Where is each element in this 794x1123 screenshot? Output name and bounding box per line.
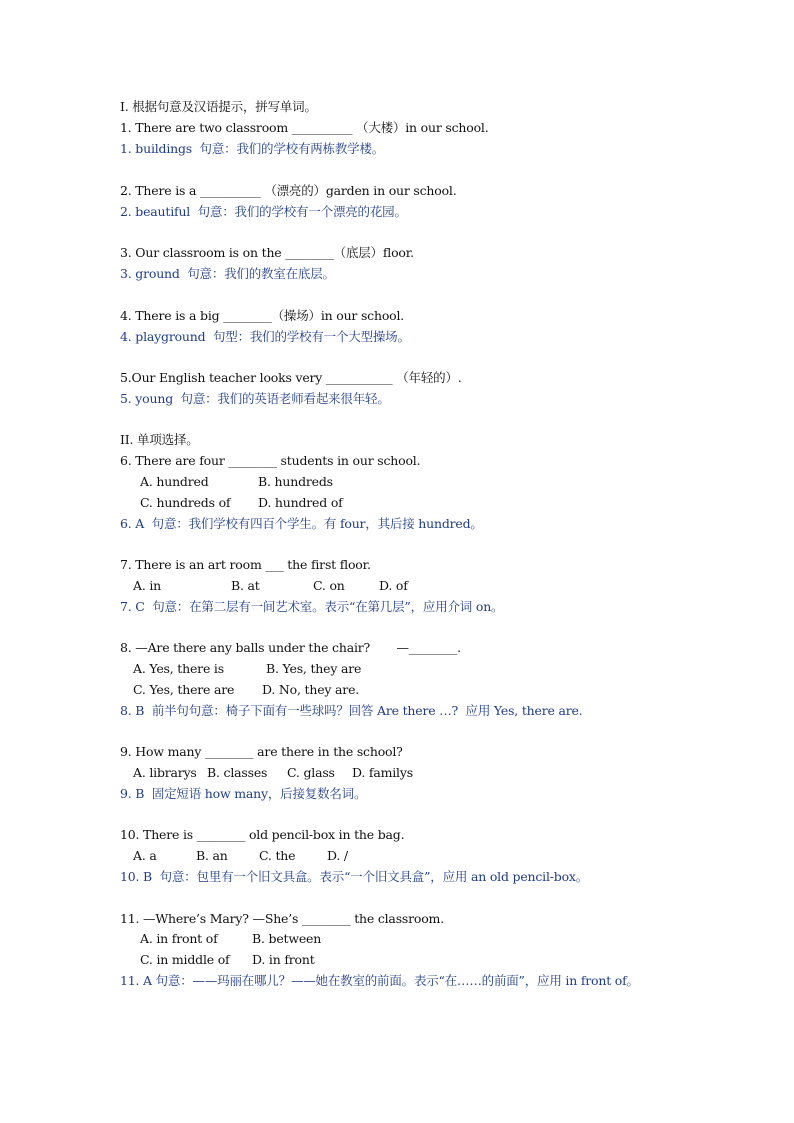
option-7a: A. in xyxy=(133,578,162,593)
answer-2: 2. beautiful 句意：我们的学校有一个漂亮的花园。 xyxy=(120,204,407,219)
answer-5: 5. young 句意：我们的英语老师看起来很年轻。 xyxy=(120,391,390,406)
option-11a: A. in front of xyxy=(140,931,218,946)
option-6c: C. hundreds of xyxy=(140,495,231,510)
option-10d: D. / xyxy=(327,848,348,863)
question-7: 7. There is an art room ___ the first floor. xyxy=(120,557,371,572)
option-8d: D. No, they are. xyxy=(262,682,360,697)
option-9a: A. librarys xyxy=(133,765,197,780)
question-3: 3. Our classroom is on the ________（底层）floor. xyxy=(120,245,414,260)
answer-1: 1. buildings 句意：我们的学校有两栋教学楼。 xyxy=(120,141,385,156)
option-11d: D. in front xyxy=(252,952,315,967)
answer-9: 9. B 固定短语 how many，后接复数名词。 xyxy=(120,786,367,801)
question-10: 10. There is ________ old pencil-box in the bag. xyxy=(120,827,405,842)
answer-6: 6. A 句意：我们学校有四百个学生。有 four，其后接 hundred。 xyxy=(120,516,483,531)
option-7d: D. of xyxy=(379,578,408,593)
option-6a: A. hundred xyxy=(140,474,209,489)
option-9d: D. familys xyxy=(352,765,413,780)
question-1: 1. There are two classroom __________ （大楼）in our school. xyxy=(120,120,489,135)
section2-heading: II. 单项选择。 xyxy=(120,432,199,447)
option-11c: C. in middle of xyxy=(140,952,230,967)
option-10b: B. an xyxy=(196,848,228,863)
option-11b: B. between xyxy=(252,931,322,946)
answer-10: 10. B 句意：包里有一个旧文具盒。表示“一个旧文具盒”，应用 an old pencil-box。 xyxy=(120,869,589,884)
option-6d: D. hundred of xyxy=(258,495,343,510)
option-8a: A. Yes, there is xyxy=(133,661,224,676)
section1-heading: I. 根据句意及汉语提示，拼写单词。 xyxy=(120,99,317,114)
question-9: 9. How many ________ are there in the school? xyxy=(120,744,403,759)
answer-11: 11. A 句意：——玛丽在哪儿？——她在教室的前面。表示“在……的前面”，应用 in front of。 xyxy=(120,973,639,988)
question-5: 5.Our English teacher looks very ___________ （年轻的）. xyxy=(120,370,462,385)
answer-4: 4. playground 句型：我们的学校有一个大型操场。 xyxy=(120,329,410,344)
option-8b: B. Yes, they are xyxy=(266,661,362,676)
option-10c: C. the xyxy=(259,848,296,863)
answer-7: 7. C 句意：在第二层有一间艺术室。表示“在第几层”，应用介词 on。 xyxy=(120,599,504,614)
question-4: 4. There is a big ________（操场）in our school. xyxy=(120,308,405,323)
question-6: 6. There are four ________ students in our school. xyxy=(120,453,421,468)
option-9b: B. classes xyxy=(207,765,268,780)
option-7c: C. on xyxy=(313,578,345,593)
question-8: 8. —Are there any balls under the chair? —________. xyxy=(120,640,461,655)
option-9c: C. glass xyxy=(287,765,335,780)
option-10a: A. a xyxy=(133,848,157,863)
option-6b: B. hundreds xyxy=(258,474,333,489)
question-11: 11. —Where’s Mary? —She’s ________ the classroom. xyxy=(120,911,444,926)
answer-3: 3. ground 句意：我们的教室在底层。 xyxy=(120,266,335,281)
question-2: 2. There is a __________ （漂亮的）garden in our school. xyxy=(120,183,457,198)
answer-8: 8. B 前半句句意：椅子下面有一些球吗？回答 Are there …? 应用 Yes, there are. xyxy=(120,703,583,718)
option-7b: B. at xyxy=(231,578,260,593)
option-8c: C. Yes, there are xyxy=(133,682,235,697)
